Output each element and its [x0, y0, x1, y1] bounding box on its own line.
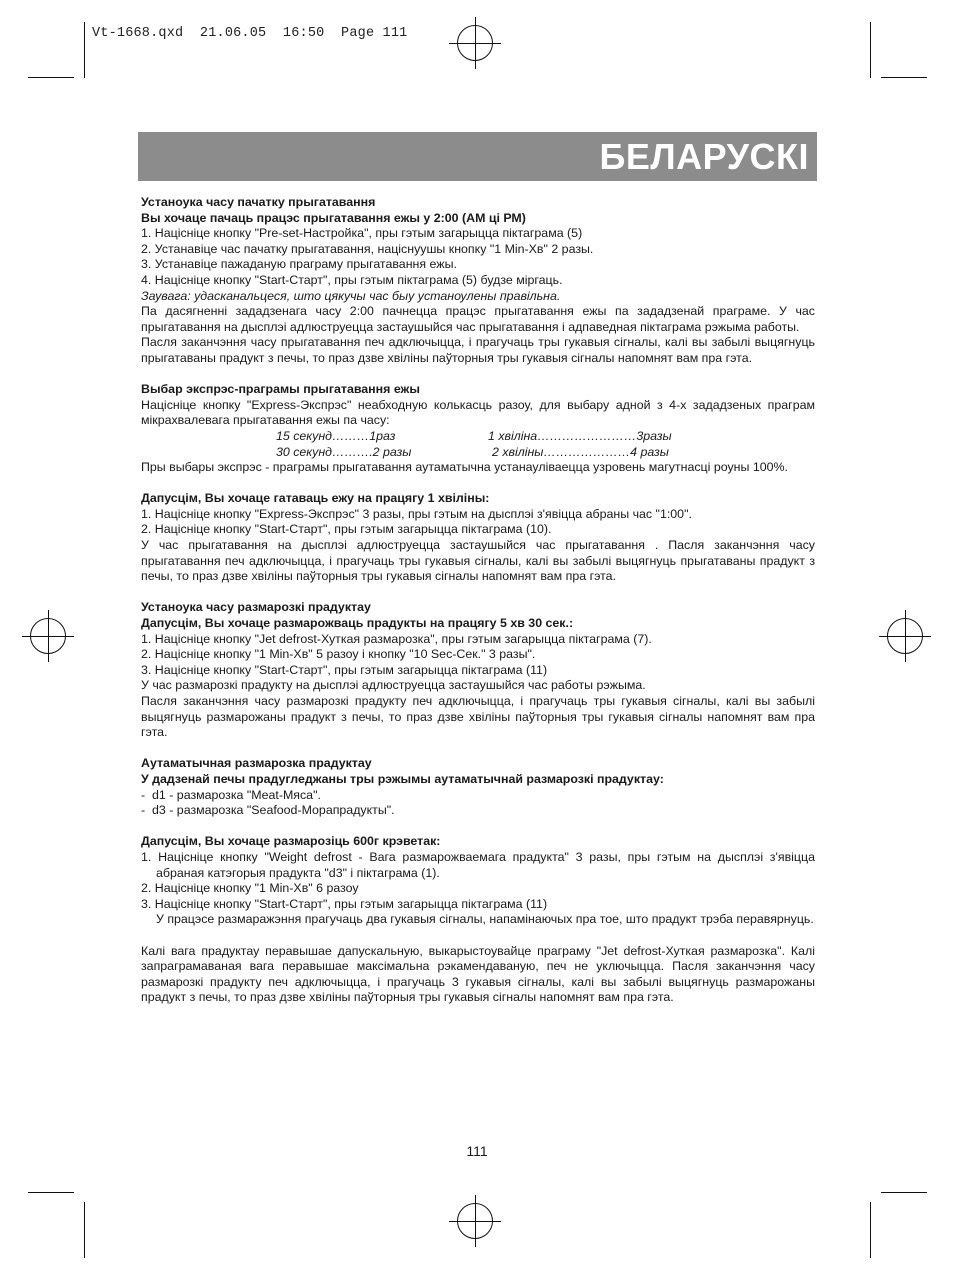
list-item: 1. Націсніце кнопку "Weight defrost - Вага размарожваемага прадукта" 3 разы, пры гэтым на дысплэі з'явіцца абраная катэгорыя прадукта "d3" і піктаграма (1). — [141, 849, 815, 880]
list-item: 2. Націсніце кнопку "1 Min-Хв" 5 разоу і кнопку "10 Sec-Сек." 3 разы". — [141, 647, 536, 662]
printer-slug: Vt-1668.qxd 21.06.05 16:50 Page 111 — [92, 26, 408, 41]
list-item: - d3 - размарозка "Seafood-Морапрадукты". — [141, 803, 395, 818]
section-subheading: У дадзенай печы прадугледжаны тры рэжымы аутаматычнай размарозкі прадуктау: — [141, 771, 664, 786]
list-item: - d1 - размарозка "Meat-Мяса". — [141, 787, 321, 802]
section-heading: Выбар экспрэс-праграмы прыгатавання ежы — [141, 382, 420, 397]
paragraph: Націсніце кнопку "Express-Экспрэс" неабходную колькасць разоу, для выбару адной з 4-х зададзеных праграм мікрахвалевага прыгатавання ежы па часу: — [141, 397, 815, 428]
paragraph: Калі вага прадуктау перавышае дапускальную, выкарыстоувайце праграму "Jet defrost-Хуткая размарозка". Калі запраграмаваная вага перавышае максімальна рэкамендаваную, печ не уключыцца. Пасля заканчэння часу размарозкі прадукту печ адключыцца, і прагучаць 3 гукавыя сігналы, калі вы забылі выцягнуць размарожаны прадукт з печы, то праз дзве хвіліны паўторныя тры гукавыя сігналы напомнят вам пра гэта. — [141, 943, 815, 1005]
list-item: 4. Націсніце кнопку "Start-Старт", пры гэтым піктаграма (5) будзе міргаць. — [141, 272, 563, 287]
paragraph: У час размарозкі прадукту на дысплэі адлюструецца застаушыйся час работы рэжыма. — [141, 678, 646, 693]
list-item: 1. Націсніце кнопку "Express-Экспрэс" 3 разы, пры гэтым на дысплэі з'явіцца абраны час "1:00". — [141, 506, 692, 521]
paragraph: Пры выбары экспрэс - праграмы прыгатавання аутаматычна устанауліваецца узровень магутнасці роуны 100%. — [141, 460, 788, 475]
registration-mark-icon — [30, 618, 66, 654]
banner-title: БЕЛАРУСКІ — [599, 136, 809, 177]
time-option: 2 хвіліны…………………4 разы — [492, 444, 669, 459]
paragraph: Пасля заканчэння часу размарозкі прадукту печ адключыцца, і прагучаць тры гукавыя сігналы, калі вы забылі выцягнуць размарожаны прадукт з печы, то праз дзве хвіліны паўторныя тры гукавыя сігналы напомнят вам пра гэта. — [141, 694, 815, 740]
time-option: 15 секунд………1раз — [276, 428, 396, 443]
list-item: 3. Устанавіце пажаданую праграму прыгатавання ежы. — [141, 257, 457, 272]
paragraph: Пасля заканчэння часу прыгатавання печ адключыцца, і прагучаць тры гукавыя сігналы, калі вы забылі выцягнуць прыгатаваны прадукт з печы, то праз дзве хвіліны паўторныя тры гукавыя сігналы напомнят вам пра гэта. — [141, 335, 815, 365]
list-item: 2. Націсніце кнопку "1 Min-Хв" 6 разоу — [141, 881, 359, 896]
page-number: 111 — [466, 1143, 488, 1159]
list-item: 2. Устанавіце час пачатку прыгатавання, націснуушы кнопку "1 Min-Хв" 2 разы. — [141, 241, 594, 256]
registration-mark-icon — [887, 618, 923, 654]
section-heading: Устаноука часу размарозкі прадуктау — [141, 600, 371, 615]
crop-mark — [28, 1192, 74, 1193]
crop-mark — [870, 22, 871, 78]
paragraph: У час прыгатавання на дысплэі адлюструецца застаушыйся час прыгатавання . Пасля заканчэння часу прыгатавання печ адключыцца, і прагучаць тры гукавыя сігналы, калі вы забылі выцягнуць прыгатаваны прадукт з печы, то праз дзве хвіліны паўторныя тры гукавыя сігналы напомнят вам пра гэта. — [141, 538, 815, 584]
crop-mark — [84, 1202, 85, 1258]
list-item-continuation: У працэсе размаражэння прагучаць два гукавыя сігналы, напамінаючых пра тое, што прадукт трэба перавярнуць. — [156, 912, 814, 927]
crop-mark — [870, 1202, 871, 1258]
list-item: 1. Націсніце кнопку "Pre-set-Настройка", пры гэтым загарыцца піктаграма (5) — [141, 226, 583, 241]
section-heading: Дапусцім, Вы хочаце гатаваць ежу на працягу 1 хвіліны: — [141, 491, 490, 506]
crop-mark — [881, 77, 927, 78]
section-subheading: Вы хочаце пачаць працэс прыгатавання ежы у 2:00 (АМ ці РМ) — [141, 210, 526, 225]
express-times-table — [141, 429, 815, 460]
section-heading: Устаноука часу пачатку прыгатавання — [141, 195, 376, 209]
page-content — [141, 195, 815, 1006]
registration-mark-icon — [457, 25, 493, 61]
language-banner — [138, 132, 817, 181]
section-heading: Дапусцім, Вы хочаце размарозіць 600г крэветак: — [141, 834, 441, 849]
list-item: 3. Націсніце кнопку "Start-Старт", пры гэтым загарыцца піктаграма (11) — [141, 662, 548, 677]
time-option: 1 хвіліна……………………3разы — [488, 428, 672, 443]
note-text: Заувага: удасканальцеся, што цякучы час быу устаноулены правільна. — [141, 288, 561, 303]
section-heading: Аутаматычная размарозка прадуктау — [141, 756, 372, 771]
crop-mark — [28, 77, 74, 78]
crop-mark — [84, 22, 85, 78]
paragraph: Па дасягненні зададзенага часу 2:00 пачнецца працэс прыгатавання ежы па зададзенай праграме. У час прыгатавання на дысплэі адлюструецца застаушыйся час прыгатавання і адпаведная піктаграма рэжыма работы. — [141, 304, 815, 334]
list-item: 2. Націсніце кнопку "Start-Старт", пры гэтым загарыцца піктаграма (10). — [141, 522, 552, 537]
time-option: 30 секунд……….2 разы — [276, 444, 412, 459]
section-subheading: Дапусцім, Вы хочаце размарожваць прадукты на працягу 5 хв 30 сек.: — [141, 616, 574, 631]
registration-mark-icon — [457, 1203, 493, 1239]
list-item: 1. Націсніце кнопку "Jet defrost-Хуткая размарозка", пры гэтым загарыцца піктаграма (7). — [141, 631, 652, 646]
crop-mark — [881, 1192, 927, 1193]
list-item: 3. Націсніце кнопку "Start-Старт", пры гэтым загарыцца піктаграма (11) — [141, 896, 548, 911]
